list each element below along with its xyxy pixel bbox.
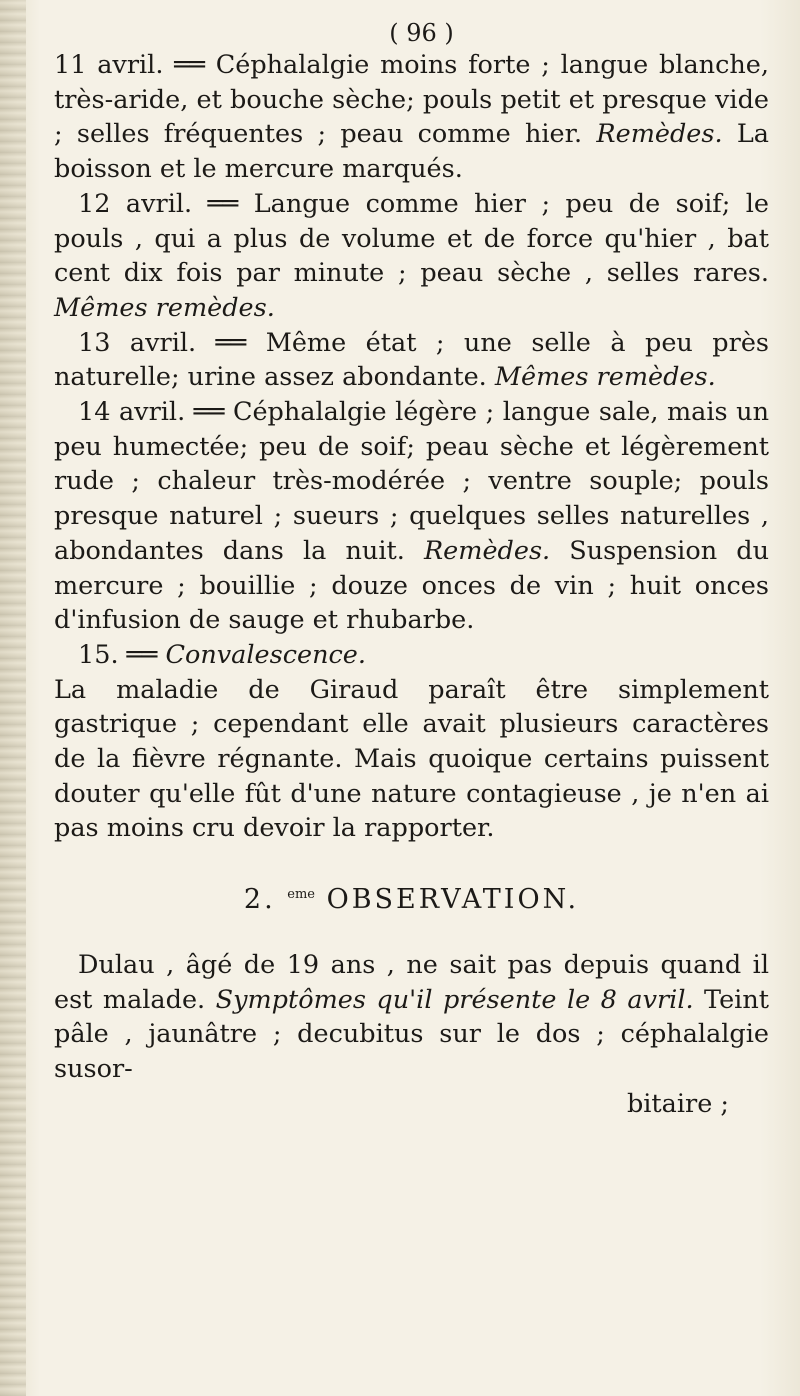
memes-remedes: Mêmes remèdes.: [54, 292, 275, 323]
entry-12-avril: 12 avril. ══ Langue comme hier ; peu de soif; le pouls , qui a plus de volume et de force qu'hier , bat cent dix fois par minute ; peau sèche , selles rares. Mêmes remèdes.: [54, 188, 769, 323]
convalescence: Convalescence.: [165, 639, 366, 670]
observation-heading: 2. $^{eme}$ OBSERVATION.: [243, 884, 580, 916]
giraud-conclusion: La maladie de Giraud paraît être simplement gastrique ; cependant elle avait plusieurs caractères de la fièvre régnante. Mais quoique certains puissent douter qu'elle fût d'une nature contagieuse , je n'en ai pas moins cru devoir la rapporter.: [54, 674, 769, 844]
entry-14-avril: 14 avril. ══ Céphalalgie légère ; langue sale, mais un peu humectée; peu de soif; peau sèche et légèrement rude ; chaleur très-modérée ; ventre souple; pouls presque naturel ; sueurs ; quelques selles naturelles , abondantes dans la nuit. Remèdes. Suspension du mercure ; bouillie ; douze onces de vin ; huit onces d'infusion de sauge et rhubarbe.: [54, 397, 769, 636]
remedes-text-2: Suspension du mercure ; bouillie ; douze onces de vin ; huit onces d'infusion de sauge et rhubarbe.: [54, 535, 769, 636]
page-binding-edge: [0, 0, 26, 1396]
dulau-observation: Dulau , âgé de 19 ans , ne sait pas depuis quand il est malade. Symptômes qu'il présente le 8 avril. Teint pâle , jaunâtre ; decubitus sur le dos ; céphalalgie susor-: [54, 949, 769, 1084]
remedes-text: La boisson et le mercure marqués.: [54, 119, 769, 185]
remedes-label-2: Remèdes.: [423, 535, 570, 566]
memes-remedes-2: Mêmes remèdes.: [494, 362, 716, 393]
symptomes-label: Symptômes qu'il présente le 8 avril.: [215, 984, 705, 1015]
catchword: bitaire ;: [626, 1088, 729, 1119]
page-number: ( 96 ): [389, 19, 454, 47]
entry-11-avril: 11 avril. ══ Céphalalgie moins forte ; langue blanche, très-aride, et bouche sèche; pouls petit et presque vide ; selles fréquentes ; peau comme hier. Remèdes. La boisson et le mercure marqués.: [54, 50, 769, 185]
page-text: [54, 18, 769, 1121]
remedes-label: Remèdes.: [596, 119, 737, 150]
entry-13-avril: 13 avril. ══ Même état ; une selle à peu près naturelle; urine assez abondante. Mêmes remèdes.: [54, 327, 769, 393]
entry-15: 15. ══ Convalescence.: [78, 639, 366, 670]
